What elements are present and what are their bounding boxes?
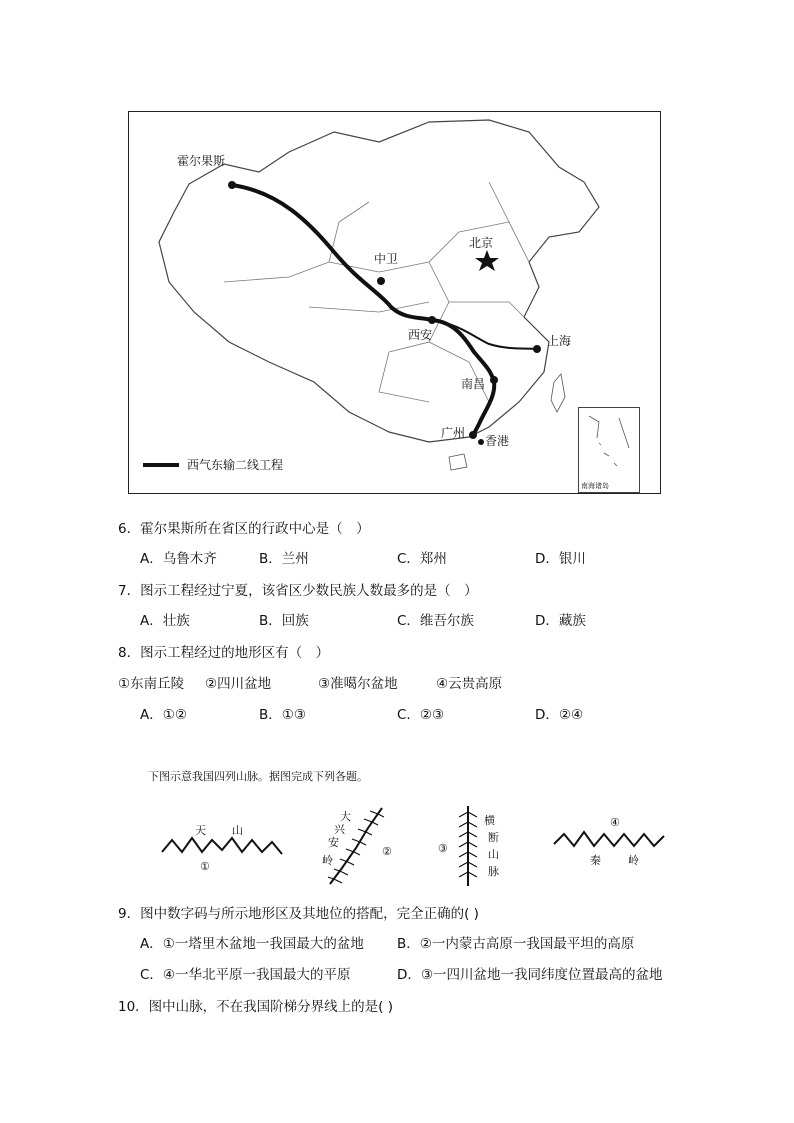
mountain-1-label-b: 山 <box>232 824 243 837</box>
city-xian: 西安 <box>408 328 433 342</box>
china-map <box>128 111 661 494</box>
q9-option-d[interactable]: D．③一四川盆地一我同纬度位置最高的盆地 <box>397 967 663 983</box>
q7-option-b[interactable]: B．回族 <box>259 613 309 629</box>
q8-option-b[interactable]: B．①③ <box>259 707 306 723</box>
taiwan-island <box>551 374 565 412</box>
dot-huoerguosi <box>228 181 236 189</box>
city-shanghai: 上海 <box>547 334 572 348</box>
inset-drawing <box>579 408 639 478</box>
dot-hongkong <box>478 439 484 445</box>
mountain-4-label-a: 秦 <box>590 854 601 867</box>
dot-guangzhou <box>469 431 477 439</box>
q8-item-3: ③准噶尔盆地 <box>318 676 398 692</box>
q9-option-c[interactable]: C．④一华北平原一我国最大的平原 <box>140 967 351 983</box>
dot-xian <box>428 316 436 324</box>
mountain-2-char-4: 岭 <box>322 854 333 867</box>
pipeline-route <box>232 185 494 435</box>
city-zhongwei: 中卫 <box>374 252 399 266</box>
legend-label: 西气东输二线工程 <box>187 458 284 472</box>
question-6-stem: 6．霍尔果斯所在省区的行政中心是（ ） <box>118 521 370 537</box>
mountain-2-char-1: 大 <box>340 810 351 823</box>
q7-option-d[interactable]: D．藏族 <box>535 613 586 629</box>
pipeline-branch <box>432 320 537 349</box>
q8-option-c[interactable]: C．②③ <box>397 707 445 723</box>
mountain-1-ridge <box>162 838 282 854</box>
dot-nanchang <box>490 376 498 384</box>
q6-option-a[interactable]: A．乌鲁木齐 <box>140 551 217 567</box>
q9-option-a[interactable]: A．①一塔里木盆地一我国最大的盆地 <box>140 936 364 952</box>
mountain-1-label-a: 天 <box>195 824 206 837</box>
question-7-stem: 7．图示工程经过宁夏，该省区少数民族人数最多的是（ ） <box>118 583 478 599</box>
q8-option-a[interactable]: A．①② <box>140 707 187 723</box>
q6-option-b[interactable]: B．兰州 <box>259 551 309 567</box>
mountain-4-label-b: 岭 <box>628 854 639 867</box>
mountain-2-char-2: 兴 <box>334 823 345 836</box>
mountain-3-char-3: 山 <box>488 848 499 861</box>
city-hongkong: 香港 <box>485 434 510 448</box>
city-guangzhou: 广州 <box>441 426 466 440</box>
city-nanchang: 南昌 <box>461 377 486 391</box>
mountains-intro: 下图示意我国四列山脉。据图完成下列各题。 <box>148 770 368 783</box>
city-beijing: 北京 <box>469 236 494 250</box>
mountain-diagram <box>150 800 680 892</box>
mountain-3-char-4: 脉 <box>488 865 499 878</box>
mountain-3-number: ③ <box>438 842 448 855</box>
q8-option-d[interactable]: D．②④ <box>535 707 584 723</box>
q7-option-a[interactable]: A．壮族 <box>140 613 190 629</box>
mountain-3-char-1: 横 <box>484 814 495 827</box>
beijing-star-icon <box>475 250 499 271</box>
mountain-1-number: ① <box>200 860 210 873</box>
question-8-stem: 8．图示工程经过的地形区有（ ） <box>118 645 330 661</box>
dot-shanghai <box>533 345 541 353</box>
q7-option-c[interactable]: C．维吾尔族 <box>397 613 474 629</box>
mountain-2-char-3: 安 <box>328 836 339 849</box>
question-9-stem: 9．图中数字码与所示地形区及其地位的搭配，完全正确的( ) <box>118 906 479 922</box>
question-10-stem: 10．图中山脉，不在我国阶梯分界线上的是( ) <box>118 999 394 1015</box>
mountain-4-ridge <box>554 832 664 846</box>
q8-item-2: ②四川盆地 <box>205 676 272 692</box>
mountain-3-char-2: 断 <box>488 831 499 844</box>
q8-item-4: ④云贵高原 <box>436 676 503 692</box>
mountain-4-number: ④ <box>610 816 620 829</box>
mountain-2-number: ② <box>382 845 392 858</box>
south-china-sea-inset <box>578 407 640 493</box>
map-legend <box>143 456 283 473</box>
q6-option-c[interactable]: C．郑州 <box>397 551 447 567</box>
q8-item-1: ①东南丘陵 <box>118 676 185 692</box>
dot-zhongwei <box>377 277 385 285</box>
legend-line-symbol <box>143 463 179 467</box>
hainan-island <box>449 454 467 470</box>
city-huoerguosi: 霍尔果斯 <box>177 154 226 168</box>
q6-option-d[interactable]: D．银川 <box>535 551 586 567</box>
inset-label: 南海诸岛 <box>581 482 609 490</box>
q9-option-b[interactable]: B．②一内蒙古高原一我国最平坦的高原 <box>397 936 635 952</box>
